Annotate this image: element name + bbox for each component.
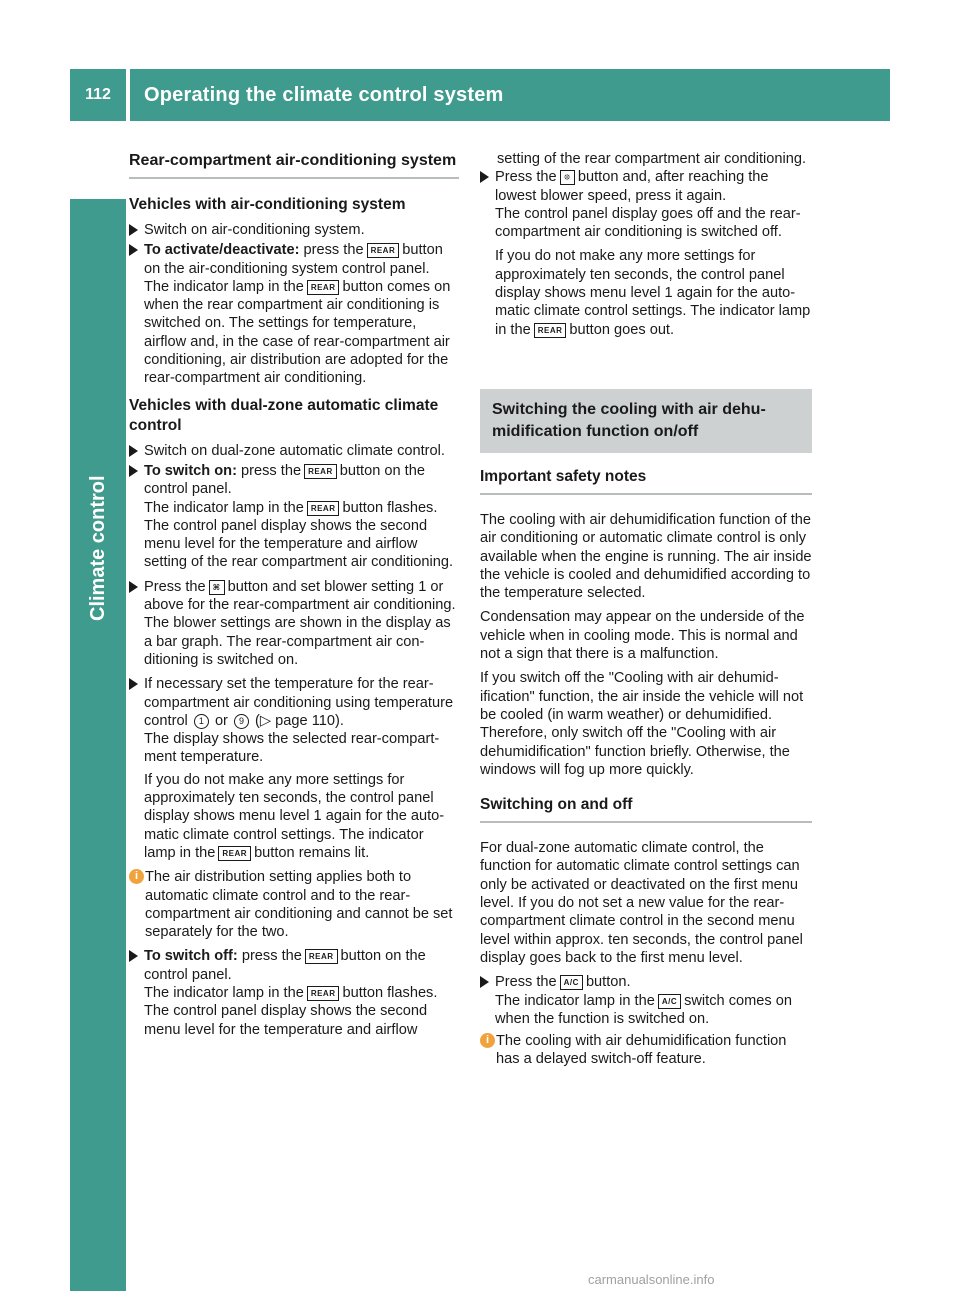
rear-button-icon: REAR <box>304 464 337 479</box>
step-arrow-icon <box>129 244 138 256</box>
instruction-step: To switch off: press the REAR button on the control panel. The indicator lamp in the REAR button flashes. The control panel display shows the second menu level for the temperature and airflow <box>129 947 459 1038</box>
ac-button-icon: A/C <box>658 994 681 1009</box>
instruction-step: To activate/deactivate: press the REAR button on the air-conditioning system control panel. The indicator lamp in the REAR button comes on when the rear compartment air conditioning is switched on. The settings for temperature, airflow and, in the case of rear-compartment air conditioning, air distribution are adopted for the rear-compartment air conditioning. <box>129 241 459 387</box>
section-side-tab <box>70 199 126 1291</box>
subheading-switching: Switching on and off <box>480 795 812 823</box>
rear-button-icon: REAR <box>218 846 251 861</box>
paragraph: If you switch off the "Cooling with air dehumidification" function, the air inside the vehicle will not be cooled (in warm weather) or dehumidified. Therefore, only switch off the "Cooling with air dehumidification" function briefly. Otherwise, the windows will fog up more quickly. <box>480 670 804 778</box>
step-arrow-icon <box>129 581 138 593</box>
subheading-safety-notes: Important safety notes <box>480 467 812 495</box>
rear-button-icon: REAR <box>307 501 340 516</box>
paragraph: For dual-zone automatic climate control, the function for automatic climate control settings can only be activated or deactivated on the first menu level. If you do not set a new value for the rear-compartment climate control in the second menu level within approx. ten seconds, the control panel display goes back to the first menu level. <box>480 840 803 966</box>
rear-button-icon: REAR <box>305 949 338 964</box>
page-title: Operating the climate control system <box>144 83 504 106</box>
rear-button-icon: REAR <box>307 280 340 295</box>
section-heading: Rear-compartment air-conditioning system <box>129 150 459 179</box>
instruction-step: Press the A/C button. The indicator lamp in the A/C switch comes on when the function is switched on. <box>480 973 812 1028</box>
instruction-step: Press the ⌘ button and set blower setting 1 or above for the rear-compartment air conditioning. The blower settings are shown in the display as a bar graph. The rear-compartment air conditioning is switched on. <box>129 578 459 669</box>
left-column <box>129 150 459 1041</box>
info-note: i The cooling with air dehumidification function has a delayed switch-off feature. <box>480 1032 812 1069</box>
section-label: Climate control <box>87 475 109 621</box>
info-icon: i <box>129 869 144 884</box>
rear-button-icon: REAR <box>534 323 567 338</box>
subheading-dual-zone: Vehicles with dual-zone automatic climate control <box>129 396 439 434</box>
control-9-icon: 9 <box>234 714 249 729</box>
rear-button-icon: REAR <box>367 243 400 258</box>
instruction-step: If necessary set the temperature for the rear-compartment air conditioning using temperature control 1 or 9 (▷ page 110). The display shows the selected rear-compartment temperature. If you do not make any more settings for approximately ten seconds, the control panel display shows menu level 1 again for the automatic climate control settings. The indicator lamp in the REAR button remains lit. <box>129 675 459 862</box>
instruction-step: Switch on dual-zone automatic climate control. <box>129 442 459 460</box>
page-number: 112 <box>85 86 111 103</box>
step-arrow-icon <box>129 678 138 690</box>
continued-text: setting of the rear compartment air conditioning. <box>497 151 807 167</box>
info-icon: i <box>480 1033 495 1048</box>
paragraph: The cooling with air dehumidification function of the air conditioning or automatic climate control is only available when the engine is running. The air inside the vehicle is cooled and dehumidified according to the temperature selected. <box>480 511 812 602</box>
fan-small-button-icon: ❊ <box>560 170 575 185</box>
info-note: i The air distribution setting applies both to automatic climate control and to the rear-compartment air conditioning and cannot be set separately for the two. <box>129 868 459 941</box>
instruction-step: Press the ❊ button and, after reaching the lowest blower speed, press it again. The control panel display goes off and the rear-compartment air conditioning is switched off. If you do not make any more settings for approximately ten seconds, the control panel display shows menu level 1 again for the automatic climate control settings. The indicator lamp in the REAR button goes out. <box>480 168 812 339</box>
instruction-step: To switch on: press the REAR button on the control panel. The indicator lamp in the REAR button flashes. The control panel display shows the second menu level for the temperature and airflow setting of the rear compartment air conditioning. <box>129 462 459 572</box>
subheading-ac-system: Vehicles with air-conditioning system <box>129 196 406 213</box>
step-arrow-icon <box>129 224 138 236</box>
paragraph: Condensation may appear on the underside of the vehicle when in cooling mode. This is normal and not a sign that there is a malfunction. <box>480 609 805 663</box>
step-arrow-icon <box>129 445 138 457</box>
step-arrow-icon <box>480 171 489 183</box>
step-arrow-icon <box>480 976 489 988</box>
step-arrow-icon <box>129 950 138 962</box>
header-bar <box>70 69 890 121</box>
section-heading-box: Switching the cooling with air dehumidification function on/off <box>480 389 812 453</box>
instruction-step: Switch on air-conditioning system. <box>129 221 459 239</box>
fan-button-icon: ⌘ <box>209 580 225 595</box>
watermark: carmanualsonline.info <box>588 1272 715 1287</box>
step-arrow-icon <box>129 465 138 477</box>
ac-button-icon: A/C <box>560 975 583 990</box>
rear-button-icon: REAR <box>307 986 340 1001</box>
control-1-icon: 1 <box>194 714 209 729</box>
right-column <box>480 150 812 1075</box>
